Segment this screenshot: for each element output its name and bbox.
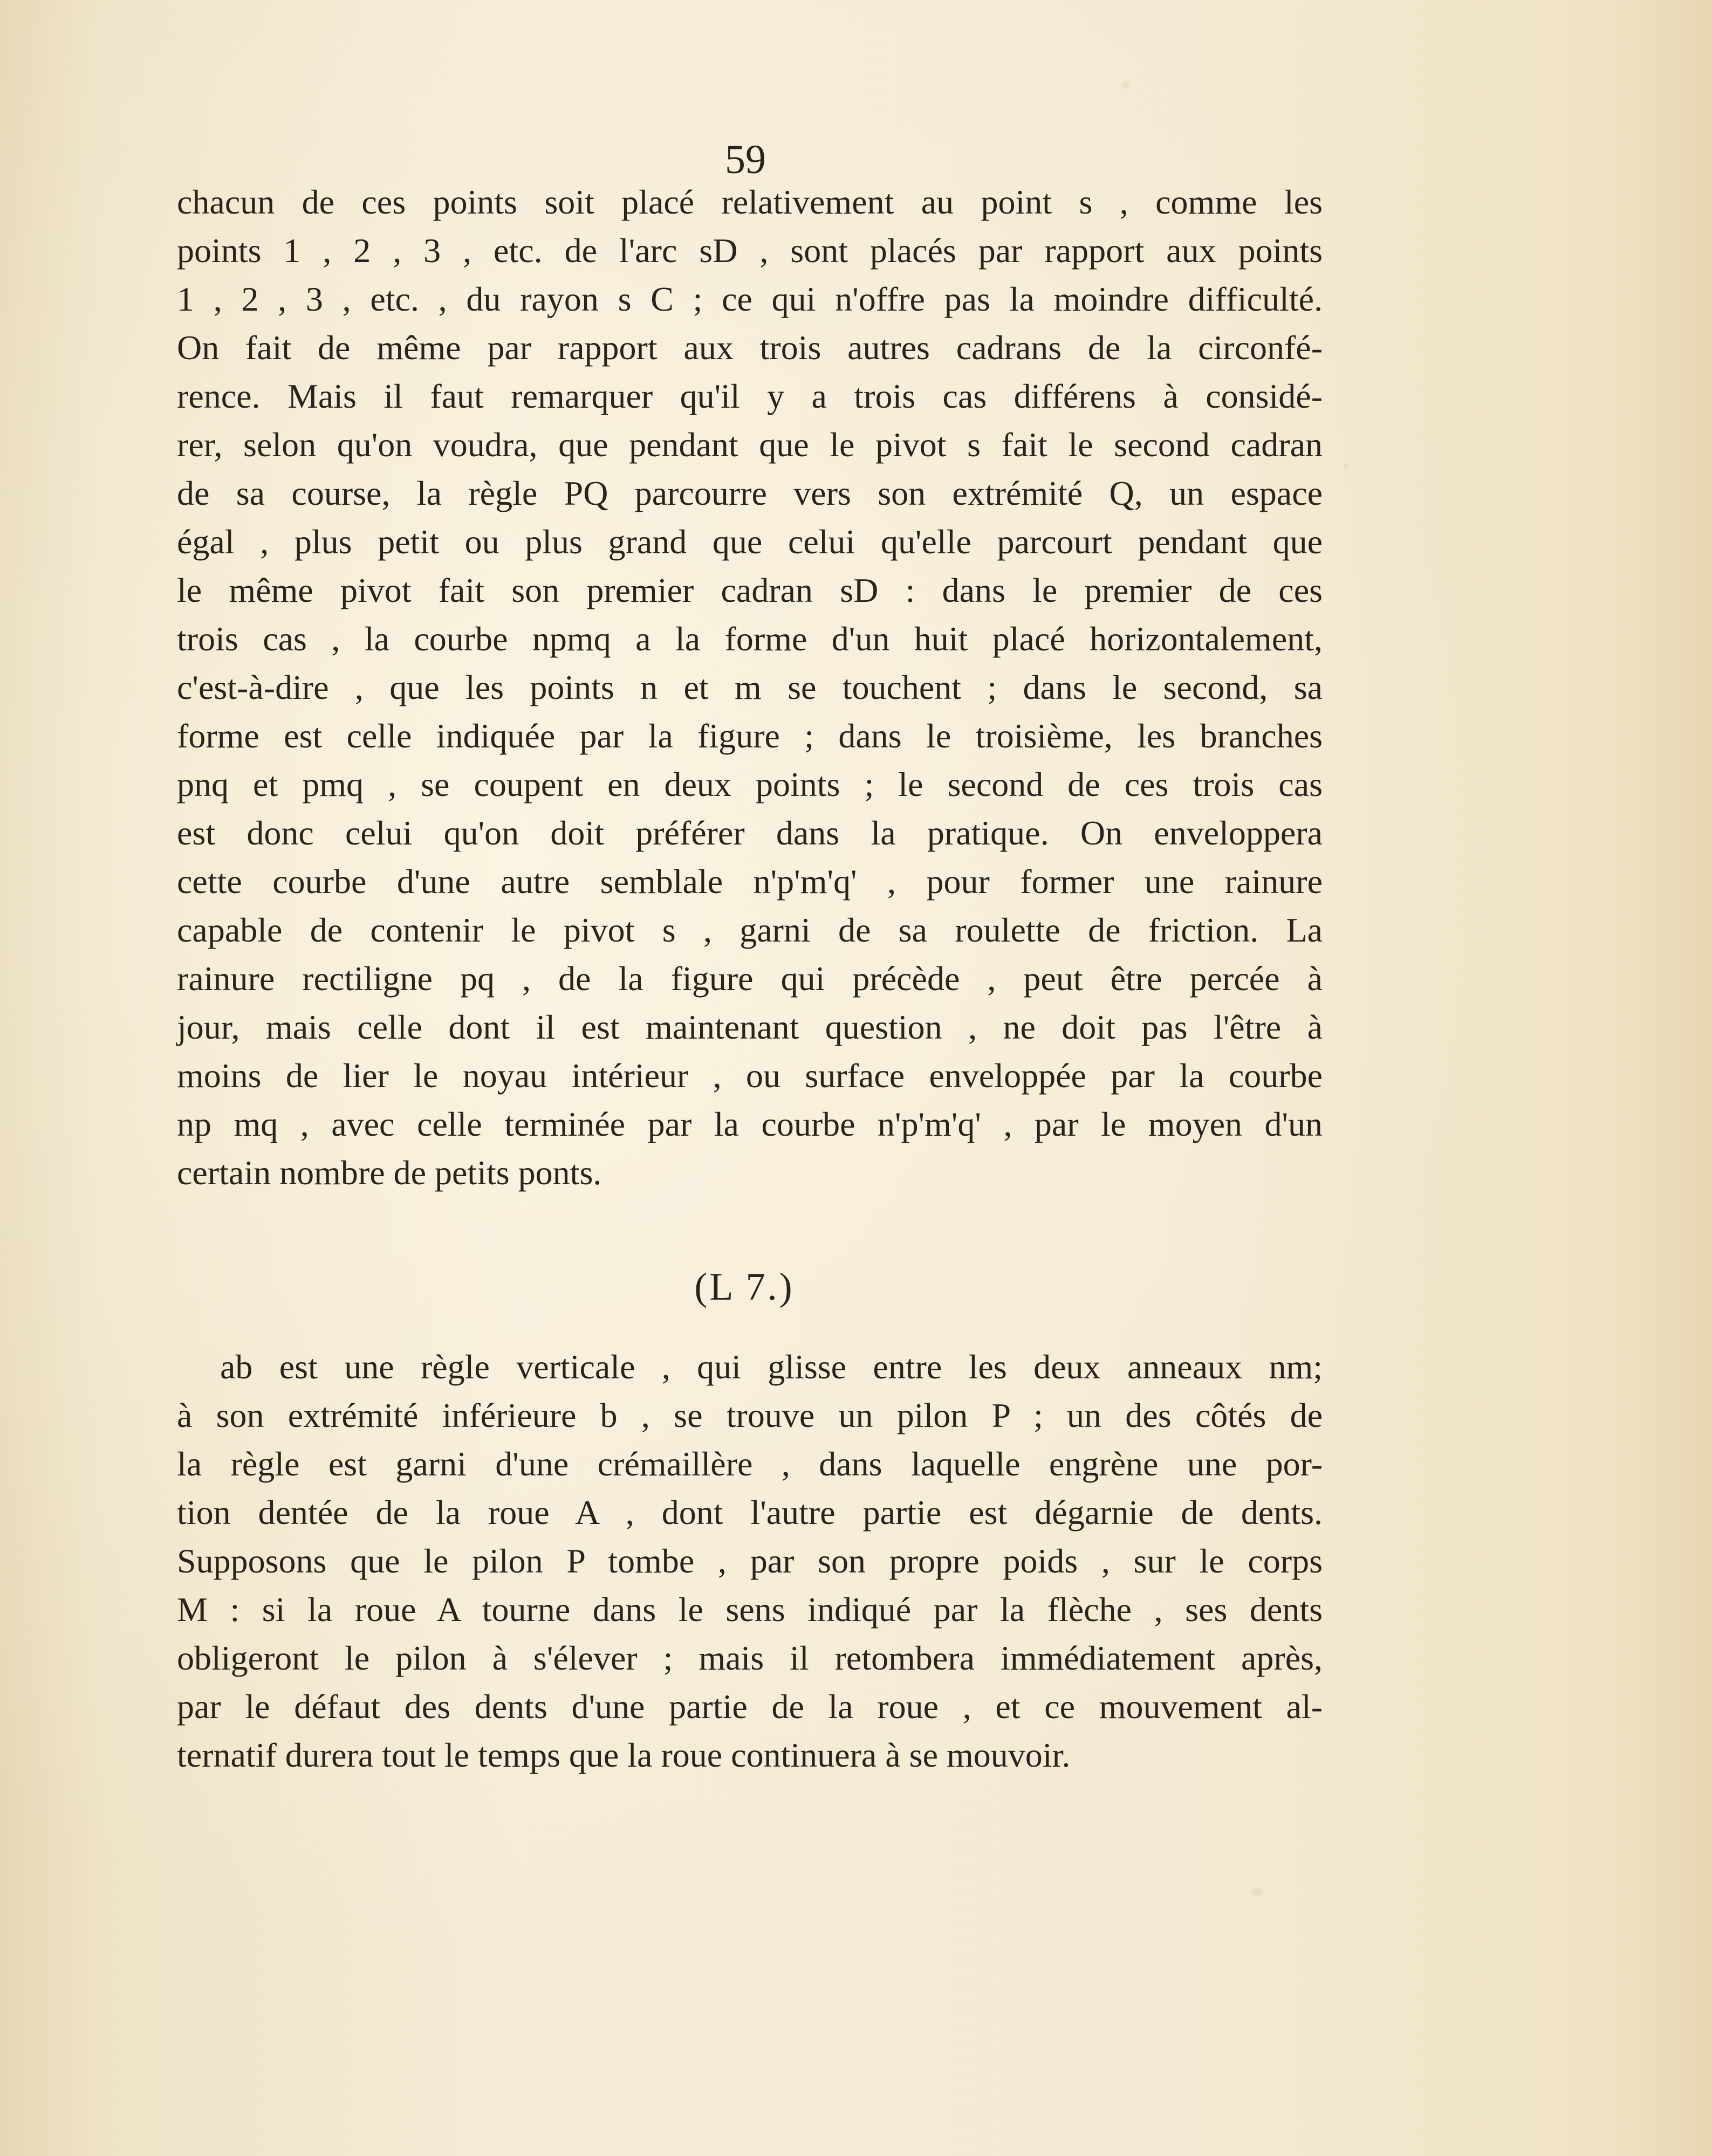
text-line: On fait de même par rapport aux trois autres cadrans de la circonfé- [177, 328, 1323, 367]
text-line: trois cas , la courbe npmq a la forme d'un huit placé horizontalement, [177, 620, 1323, 658]
paragraph-2 [177, 1343, 1323, 1780]
text-line: ternatif durera tout le temps que la roue continuera à se mouvoir. [177, 1736, 1071, 1774]
paper-stain [1122, 81, 1129, 88]
paragraph-1 [177, 178, 1323, 1197]
text-line: pnq et pmq , se coupent en deux points ; le second de ces trois cas [177, 765, 1323, 804]
text-line: cette courbe d'une autre semblale n'p'm'q' , pour former une rainure [177, 862, 1323, 901]
text-line: points 1 , 2 , 3 , etc. de l'arc sD , sont placés par rapport aux points [177, 231, 1323, 270]
text-line: jour, mais celle dont il est maintenant question , ne doit pas l'être à [177, 1008, 1323, 1046]
text-line: le même pivot fait son premier cadran sD : dans le premier de ces [177, 571, 1323, 609]
text-line: np mq , avec celle terminée par la courbe n'p'm'q' , par le moyen d'un [177, 1105, 1323, 1143]
text-line: Supposons que le pilon P tombe , par son propre poids , sur le corps [177, 1542, 1323, 1580]
text-line: de sa course, la règle PQ parcourre vers son extrémité Q, un espace [177, 474, 1323, 512]
text-line: la règle est garni d'une crémaillère , dans laquelle engrène une por- [177, 1445, 1323, 1483]
text-line: rainure rectiligne pq , de la figure qui précède , peut être percée à [177, 959, 1323, 998]
text-line: tion dentée de la roue A , dont l'autre partie est dégarnie de dents. [177, 1493, 1323, 1532]
text-line: rer, selon qu'on voudra, que pendant que le pivot s fait le second cadran [177, 425, 1323, 464]
text-line: obligeront le pilon à s'élever ; mais il retombera immédiatement après, [177, 1639, 1323, 1677]
text-line: ab est une règle verticale , qui glisse entre les deux anneaux nm; [220, 1348, 1323, 1386]
text-line: forme est celle indiquée par la figure ; dans le troisième, les branches [177, 717, 1323, 755]
section-heading: (L 7.) [694, 1265, 795, 1308]
text-line: rence. Mais il faut remarquer qu'il y a trois cas différens à considé- [177, 377, 1323, 415]
text-line: à son extrémité inférieure b , se trouve un pilon P ; un des côtés de [177, 1396, 1323, 1434]
text-line: M : si la roue A tourne dans le sens indiqué par la flèche , ses dents [177, 1590, 1323, 1629]
text-line: égal , plus petit ou plus grand que celui qu'elle parcourt pendant que [177, 523, 1323, 561]
text-line: chacun de ces points soit placé relativement au point s , comme les [177, 183, 1323, 221]
text-line: 1 , 2 , 3 , etc. , du rayon s C ; ce qui n'offre pas la moindre difficulté. [177, 280, 1323, 318]
text-line: c'est-à-dire , que les points n et m se touchent ; dans le second, sa [177, 668, 1323, 706]
text-line: est donc celui qu'on doit préférer dans la pratique. On enveloppera [177, 814, 1323, 852]
paper-stain [1251, 1887, 1263, 1896]
page-number: 59 [725, 137, 766, 182]
paper-stain [1343, 464, 1348, 469]
text-line: par le défaut des dents d'une partie de la roue , et ce mouvement al- [177, 1687, 1323, 1726]
text-line: certain nombre de petits ponts. [177, 1153, 602, 1192]
text-line: moins de lier le noyau intérieur , ou surface enveloppée par la courbe [177, 1056, 1323, 1095]
text-line: capable de contenir le pivot s , garni de sa roulette de friction. La [177, 911, 1323, 949]
